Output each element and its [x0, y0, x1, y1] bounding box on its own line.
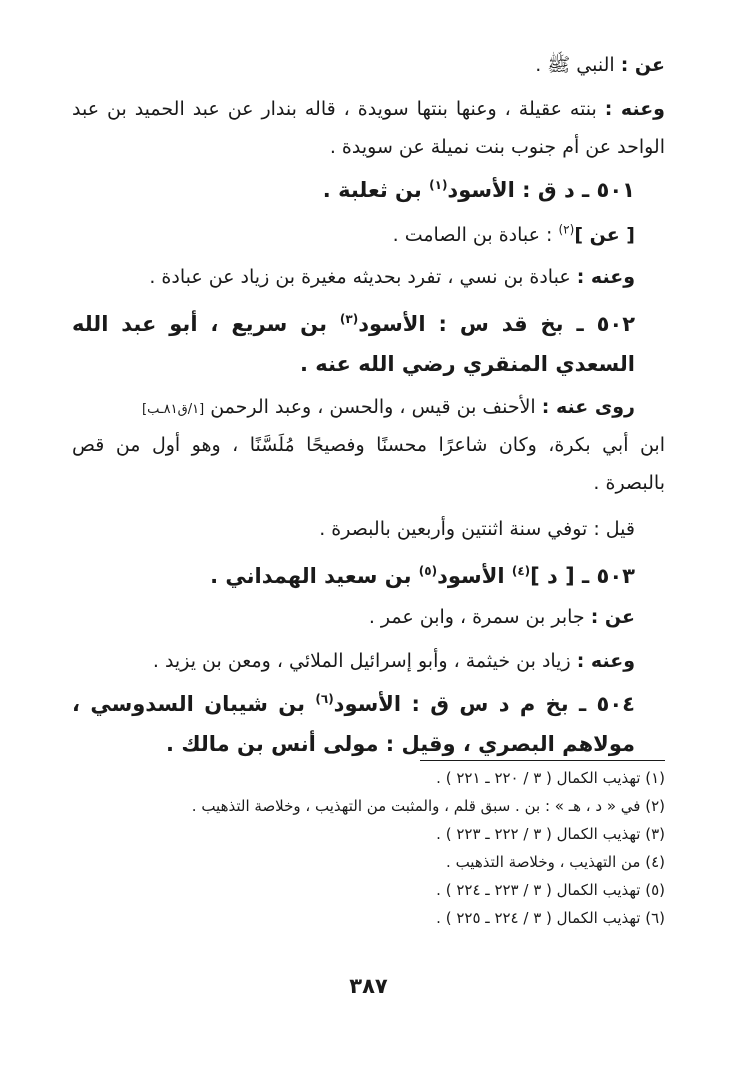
entry-503-name: بن سعيد الهمداني . [210, 564, 412, 588]
manuscript-ref: [١/ق٨١ـب] [142, 402, 205, 417]
entry-504 [72, 684, 665, 764]
paragraph-an-nabi [72, 46, 665, 84]
paragraph-wa-anhu-2 [72, 258, 665, 296]
text-ibn-abi-bakra: ابن أبي بكرة، وكان شاعرًا محسنًا وفصيحًا مُلَسَّنًا ، وهو أول من قص بالبصرة . [72, 434, 665, 494]
footnote-ref-4: (٤) [511, 564, 531, 578]
footnote-4: (٤) من التهذيب ، وخلاصة التذهيب . [446, 853, 665, 871]
entry-502-head: ٥٠٢ ـ بخ قد س : الأسود [358, 312, 636, 336]
paragraph-wa-anhu-1 [72, 90, 665, 166]
text-aqila: بنته عقيلة ، وعنها بنتها سويدة ، قاله بندار عن عبد الحميد بن عبد الواحد عن أم جنوب بنت نميلة عن سويدة . [72, 98, 665, 158]
footnotes [72, 764, 665, 932]
footnote-separator [420, 760, 665, 761]
entry-503-head: ٥٠٣ ـ [ د ] [530, 564, 635, 588]
footnote-ref-5: (٥) [418, 564, 438, 578]
label-an-bracket: [ عن ] [574, 224, 635, 246]
footnote-5: (٥) تهذيب الكمال ( ٣ / ٢٢٣ ـ ٢٢٤ ) . [436, 881, 665, 899]
paragraph-wa-anhu-3 [72, 642, 665, 680]
text-qila: قيل : توفي سنة اثنتين وأربعين بالبصرة . [319, 518, 635, 540]
footnote-ref-2: (٢) [558, 222, 575, 237]
text-ahnaf: الأحنف بن قيس ، والحسن ، وعبد الرحمن [210, 396, 536, 418]
entry-503 [72, 556, 665, 596]
page-number: ٣٨٧ [349, 974, 388, 998]
text-ubada-nusay: عبادة بن نسي ، تفرد بحديثه مغيرة بن زياد عن عبادة . [149, 266, 571, 288]
paragraph-ibn-abi-bakra [72, 426, 665, 502]
footnote-ref-6: (٦) [315, 692, 334, 706]
label-an: عن : [590, 606, 635, 628]
entry-502-name: بن سريع ، أبو عبد الله السعدي المنقري رضي الله عنه . [72, 312, 635, 376]
entry-502 [72, 304, 665, 384]
paragraph-qila [72, 510, 665, 548]
entry-503-aswad: الأسود [437, 564, 505, 588]
text-ziyad: زياد بن خيثمة ، وأبو إسرائيل الملائي ، ومعن بن يزيد . [152, 650, 571, 672]
footnote-3: (٣) تهذيب الكمال ( ٣ / ٢٢٢ ـ ٢٢٣ ) . [436, 825, 665, 843]
entry-501 [72, 170, 665, 210]
footnote-2: (٢) في « د ، هـ » : بن . سبق قلم ، والمثبت من التهذيب ، وخلاصة التذهيب . [191, 797, 665, 815]
label-rawa-anhu: روى عنه : [541, 396, 635, 418]
text-an-nabi: النبي ﷺ . [535, 54, 615, 76]
paragraph-rawa-anhu [72, 388, 665, 429]
entry-501-name: بن ثعلبة . [322, 178, 422, 202]
footnote-1: (١) تهذيب الكمال ( ٣ / ٢٢٠ ـ ٢٢١ ) . [436, 769, 665, 787]
footnote-ref-3: (٣) [339, 312, 359, 326]
text-jabir: جابر بن سمرة ، وابن عمر . [368, 606, 585, 628]
footnote-6: (٦) تهذيب الكمال ( ٣ / ٢٢٤ ـ ٢٢٥ ) . [436, 909, 665, 927]
entry-504-name: بن شيبان السدوسي ، مولاهم البصري ، وقيل : مولى أنس بن مالك . [72, 692, 635, 756]
text-ubada: : عبادة بن الصامت . [392, 224, 553, 246]
label-an: عن : [620, 54, 665, 76]
label-wa-anhu: وعنه : [604, 98, 665, 120]
footnote-ref-1: (١) [429, 178, 448, 192]
label-wa-anhu: وعنه : [576, 266, 635, 288]
label-wa-anhu: وعنه : [576, 650, 635, 672]
entry-504-head: ٥٠٤ ـ بخ م د س ق : الأسود [333, 692, 635, 716]
entry-501-head: ٥٠١ ـ د ق : الأسود [447, 178, 635, 202]
paragraph-an-jabir [72, 598, 665, 636]
paragraph-an-ubada [72, 216, 665, 254]
